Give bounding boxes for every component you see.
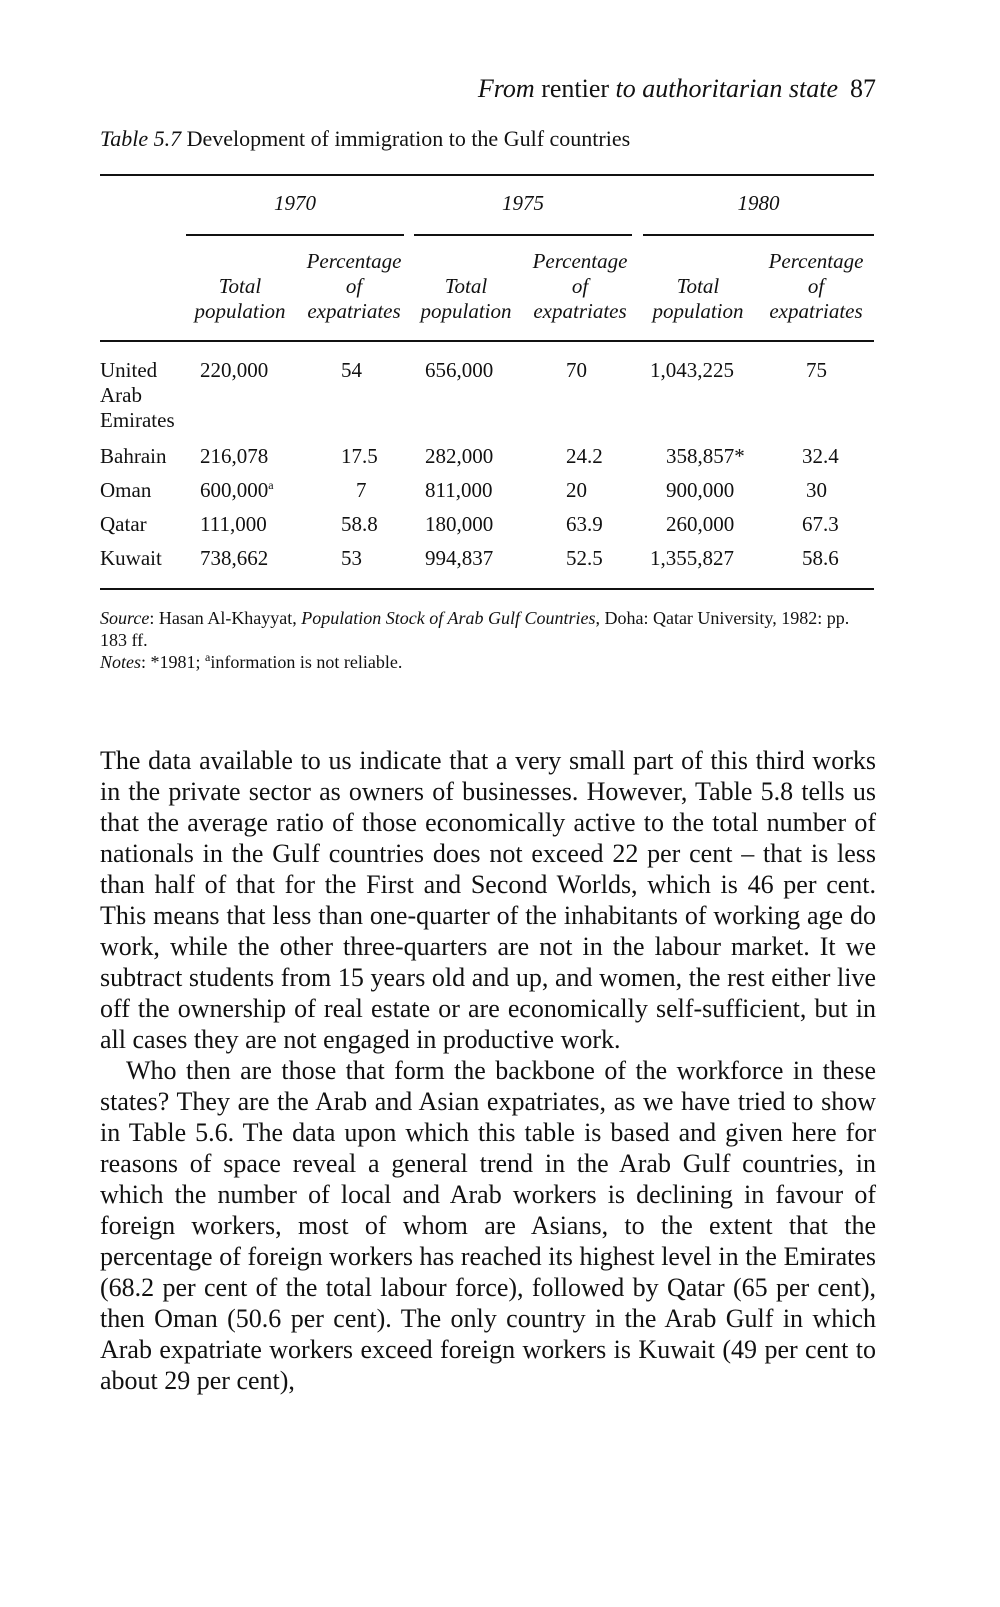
col-header-total-population: Total population — [652, 274, 744, 323]
table-cell: 811,000 — [425, 478, 493, 502]
table-cell: 216,078 — [200, 444, 269, 468]
year-header-1980: 1980 — [737, 191, 780, 215]
col-header-percentage-expatriates: Percentage of expatriates — [768, 249, 864, 323]
year-rule-1980 — [643, 234, 874, 236]
body-text — [100, 745, 876, 1396]
table-cell: 24.2 — [566, 444, 603, 468]
running-head — [100, 74, 876, 104]
table-cell: 900,000 — [666, 478, 735, 502]
header-bottom-rule — [100, 340, 874, 342]
table-cell: 1,043,225 — [650, 358, 734, 382]
table-cell: 53 — [341, 546, 362, 570]
col-header-total-population: Total population — [420, 274, 512, 323]
table-cell: 738,662 — [200, 546, 269, 570]
footnote-mark: a — [268, 478, 274, 492]
table-notes: Notes: *1981; $^a$information is not reliable. — [100, 650, 403, 672]
col-header-percentage-expatriates: Percentage of expatriates — [306, 249, 402, 323]
table-cell: 20 — [566, 478, 587, 502]
year-header-1975: 1975 — [502, 191, 544, 215]
table-cell: 32.4 — [802, 444, 839, 468]
table-cell: 30 — [806, 478, 827, 502]
table-caption-text: Development of immigration to the Gulf countries — [181, 126, 631, 151]
table-cell: 52.5 — [566, 546, 603, 570]
row-label-bahrain: Bahrain — [100, 444, 167, 468]
table-cell: 1,355,827 — [650, 546, 734, 570]
row-label-uae: United Arab Emirates — [100, 358, 175, 432]
table-cell: 260,000 — [666, 512, 735, 536]
table-cell: 282,000 — [425, 444, 494, 468]
table-cell: 58.6 — [802, 546, 839, 570]
col-header-percentage-expatriates: Percentage of expatriates — [532, 249, 628, 323]
table-cell: 7 — [356, 478, 367, 502]
table-cell: 220,000 — [200, 358, 269, 382]
table-caption — [100, 126, 900, 152]
table-cell: 994,837 — [425, 546, 494, 570]
paragraph: Who then are those that form the backbone of the workforce in these states? They are the Arab and Asian expatriates, as we have tried to show in Table 5.6. The data upon which this table is based and given here for reasons of space reveal a general trend in the Arab Gulf countries, in which the number of local and Arab workers is declining in favour of foreign workers, most of whom are Asians, to the extent that the percentage of foreign workers has reached its highest level in the Emirates (68.2 per cent of the total labour force), followed by Qatar (65 per cent), then Oman (50.6 per cent). The only country in the Arab Gulf in which Arab expatriate workers exceed foreign workers is Kuwait (49 per cent to about 29 per cent), — [100, 1056, 876, 1395]
year-rule-1975 — [414, 234, 632, 236]
table-source: Source: Hasan Al-Khayyat, Population Stock of Arab Gulf Countries, Doha: Qatar University, 1982: pp. 183 ff. — [100, 608, 850, 650]
table-cell: 111,000 — [200, 512, 267, 536]
table-cell: 600,000$^a$ — [200, 478, 274, 502]
paragraph: The data available to us indicate that a very small part of this third works in the private sector as owners of businesses. However, Table 5.8 tells us that the average ratio of those economically active to the total number of nationals in the Gulf countries does not exceed 22 per cent – that is less than half of that for the First and Second Worlds, which is 46 per cent. This means that less than one-quarter of the inhabitants of working age do work, while the other three-quarters are not in the labour market. It we subtract students from 15 years old and up, and women, the rest either live off the ownership of real estate or are economically self-sufficient, but in all cases they are not engaged in productive work. — [100, 746, 876, 1054]
page-number: 87 — [850, 74, 876, 103]
running-head-rest: to authoritarian state — [615, 74, 838, 103]
table-top-rule — [100, 174, 874, 176]
table-cell: 58.8 — [341, 512, 378, 536]
table-cell: 63.9 — [566, 512, 603, 536]
table-source-notes — [100, 607, 880, 673]
table-cell: 656,000 — [425, 358, 494, 382]
table-cell: 70 — [566, 358, 587, 382]
table-cell: 54 — [341, 358, 362, 382]
table-cell: 358,857* — [666, 444, 745, 468]
running-head-rentier: rentier — [534, 74, 616, 103]
col-header-total-population: Total population — [194, 274, 286, 323]
year-header-1970: 1970 — [274, 191, 316, 215]
year-rule-1970 — [186, 234, 404, 236]
row-label-oman: Oman — [100, 478, 152, 502]
row-label-qatar: Qatar — [100, 512, 147, 536]
table-cell: 17.5 — [341, 444, 378, 468]
table-cell: 75 — [806, 358, 827, 382]
table-caption-label: Table 5.7 — [100, 126, 182, 151]
running-head-from: From — [477, 74, 535, 103]
row-label-kuwait: Kuwait — [100, 546, 162, 570]
table-bottom-rule — [100, 588, 874, 590]
table-cell: 180,000 — [425, 512, 494, 536]
table-cell: 67.3 — [802, 512, 839, 536]
